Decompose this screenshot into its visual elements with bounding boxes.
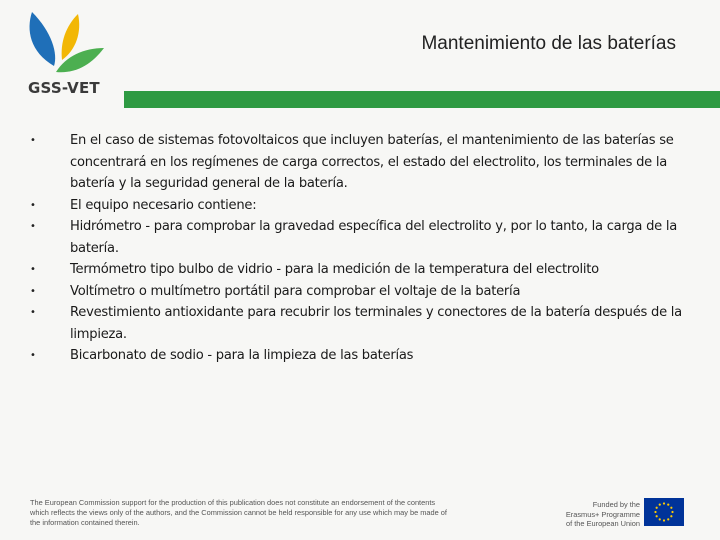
list-item: • Termómetro tipo bulbo de vidrio - para la medición de la temperatura del electrolito: [30, 259, 686, 281]
eu-star: [671, 511, 673, 513]
eu-star: [670, 507, 672, 509]
eu-star: [656, 507, 658, 509]
list-item: • Bicarbonato de sodio - para la limpieza de las baterías: [30, 345, 686, 367]
header-accent-bar: [124, 91, 720, 108]
eu-star: [659, 518, 661, 520]
eu-star: [663, 502, 665, 504]
page-title: Mantenimiento de las baterías: [421, 33, 676, 54]
eu-star: [656, 515, 658, 517]
eu-flag-icon: [644, 498, 684, 526]
logo-text: GSS-VET: [28, 79, 100, 97]
eu-star: [667, 504, 669, 506]
eu-star: [670, 515, 672, 517]
bullet-list: [30, 130, 686, 367]
list-item: • En el caso de sistemas fotovoltaicos que incluyen baterías, el mantenimiento de las baterías se concentrará en los regímenes de carga correctos, el estado del electrolito, los terminales de la batería y la seguridad general de la batería.: [30, 130, 686, 195]
list-item: • El equipo necesario contiene:: [30, 195, 686, 217]
eu-star: [659, 504, 661, 506]
list-item: • Hidrómetro - para comprobar la gravedad específica del electrolito y, por lo tanto, la carga de la batería.: [30, 216, 686, 259]
eu-star: [667, 518, 669, 520]
list-item: • Voltímetro o multímetro portátil para comprobar el voltaje de la batería: [30, 281, 686, 303]
list-item: • Revestimiento antioxidante para recubrir los terminales y conectores de la batería después de la limpieza.: [30, 302, 686, 345]
eu-star: [663, 519, 665, 521]
eu-star: [654, 511, 656, 513]
funded-by-text: Funded by the Erasmus+ Programme of the European Union: [565, 500, 640, 528]
footer-disclaimer: The European Commission support for the production of this publication does not constitute an endorsement of the contents which reflects the views only of the authors, and the Commission cannot be held responsible for any use which may be made of the information contained therein.: [30, 498, 447, 527]
